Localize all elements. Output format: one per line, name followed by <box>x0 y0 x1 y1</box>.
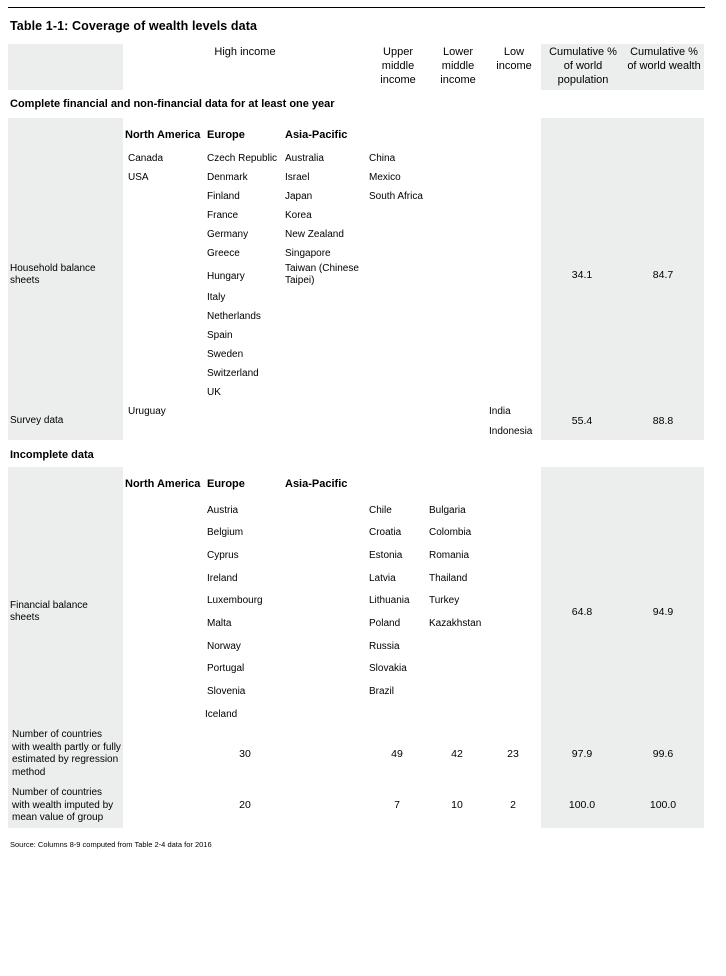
row-label-imputed: Number of countries with wealth imputed by mean value of group <box>12 787 114 823</box>
country: Sweden <box>207 349 244 360</box>
value-low: 2 <box>510 799 516 811</box>
country: UK <box>207 387 221 398</box>
header-cum-pop: Cumulative % of world population <box>549 46 617 86</box>
country: Latvia <box>369 573 396 584</box>
country: Mexico <box>369 172 401 183</box>
country: Russia <box>369 641 400 652</box>
value-cum-pop: 100.0 <box>568 799 596 811</box>
value-high: 20 <box>239 799 251 811</box>
top-rule <box>8 7 705 8</box>
country: Slovenia <box>207 686 246 697</box>
country: Chile <box>369 505 392 516</box>
country: Malta <box>207 618 232 629</box>
country: Romania <box>429 550 470 561</box>
header-lower-middle: Lower middle income <box>440 46 476 86</box>
country: USA <box>128 172 149 183</box>
country: Italy <box>207 292 226 303</box>
country: Indonesia <box>489 426 533 437</box>
country: Czech Republic <box>207 153 278 164</box>
country: Finland <box>207 191 240 202</box>
country: Korea <box>285 210 312 221</box>
section-incomplete: Incomplete data <box>10 449 94 461</box>
header-upper-middle: Upper middle income <box>380 46 416 86</box>
country: Estonia <box>369 550 403 561</box>
country: Ireland <box>207 573 238 584</box>
value-cum-wealth: 94.9 <box>652 606 674 618</box>
header-high-income: High income <box>214 46 276 58</box>
country: Hungary <box>207 271 245 282</box>
country: Luxembourg <box>207 595 263 606</box>
header-low-income: Low income <box>496 46 532 72</box>
country: Canada <box>128 153 164 164</box>
value-cum-wealth: 84.7 <box>652 269 674 281</box>
country: Cyprus <box>207 550 239 561</box>
country: Taiwan (Chinese Taipei) <box>285 263 359 286</box>
country: Croatia <box>369 527 402 538</box>
value-lower: 10 <box>451 799 463 811</box>
source-note: Source: Columns 8-9 computed from Table 2-4 data for 2016 <box>10 840 212 849</box>
country: Japan <box>285 191 313 202</box>
country: Colombia <box>429 527 472 538</box>
country: Austria <box>207 505 239 516</box>
subheader-asia-pacific: Asia-Pacific <box>285 478 348 490</box>
country: Singapore <box>285 248 331 259</box>
country: Belgium <box>207 527 244 538</box>
country: Poland <box>369 618 401 629</box>
country: Lithuania <box>369 595 410 606</box>
header-cum-wealth: Cumulative % of world wealth <box>627 46 701 72</box>
value-cum-pop: 55.4 <box>571 415 593 427</box>
country: South Africa <box>369 191 423 202</box>
subheader-north-america: North America <box>125 129 201 141</box>
country: Spain <box>207 330 233 341</box>
country: Kazakhstan <box>429 618 482 629</box>
country: Thailand <box>429 573 468 584</box>
value-low: 23 <box>507 748 519 760</box>
country: Slovakia <box>369 663 407 674</box>
country: Denmark <box>207 172 248 183</box>
value-lower: 42 <box>451 748 463 760</box>
row-label-financial: Financial balance sheets <box>10 600 88 623</box>
country: Brazil <box>369 686 395 697</box>
country: Norway <box>207 641 241 652</box>
value-upper: 7 <box>394 799 400 811</box>
country: Greece <box>207 248 240 259</box>
subheader-asia-pacific: Asia-Pacific <box>285 129 348 141</box>
country: France <box>207 210 239 221</box>
country: Turkey <box>429 595 460 606</box>
country: New Zealand <box>285 229 344 240</box>
country: Uruguay <box>128 406 166 417</box>
value-cum-wealth: 100.0 <box>649 799 677 811</box>
subheader-europe: Europe <box>207 129 245 141</box>
country: Australia <box>285 153 324 164</box>
row-label-household: Household balance sheets <box>10 263 96 286</box>
row-label-survey: Survey data <box>10 415 64 426</box>
country: Germany <box>207 229 249 240</box>
country: Iceland <box>205 709 238 720</box>
value-cum-pop: 34.1 <box>571 269 593 281</box>
country: Netherlands <box>207 311 261 322</box>
value-cum-wealth: 99.6 <box>652 748 674 760</box>
value-cum-wealth: 88.8 <box>652 415 674 427</box>
country: Switzerland <box>207 368 259 379</box>
value-cum-pop: 64.8 <box>571 606 593 618</box>
value-high: 30 <box>239 748 251 760</box>
subheader-europe: Europe <box>207 478 245 490</box>
country: Portugal <box>207 663 245 674</box>
subheader-north-america: North America <box>125 478 201 490</box>
country: Bulgaria <box>429 505 466 516</box>
value-upper: 49 <box>391 748 403 760</box>
country: Israel <box>285 172 310 183</box>
country: India <box>489 406 511 417</box>
table-title: Table 1-1: Coverage of wealth levels data <box>10 19 258 33</box>
value-cum-pop: 97.9 <box>571 748 593 760</box>
section-complete: Complete financial and non-financial data for at least one year <box>10 98 335 110</box>
row-label-regression: Number of countries with wealth partly or fully estimated by regression method <box>12 729 121 778</box>
country: China <box>369 153 396 164</box>
